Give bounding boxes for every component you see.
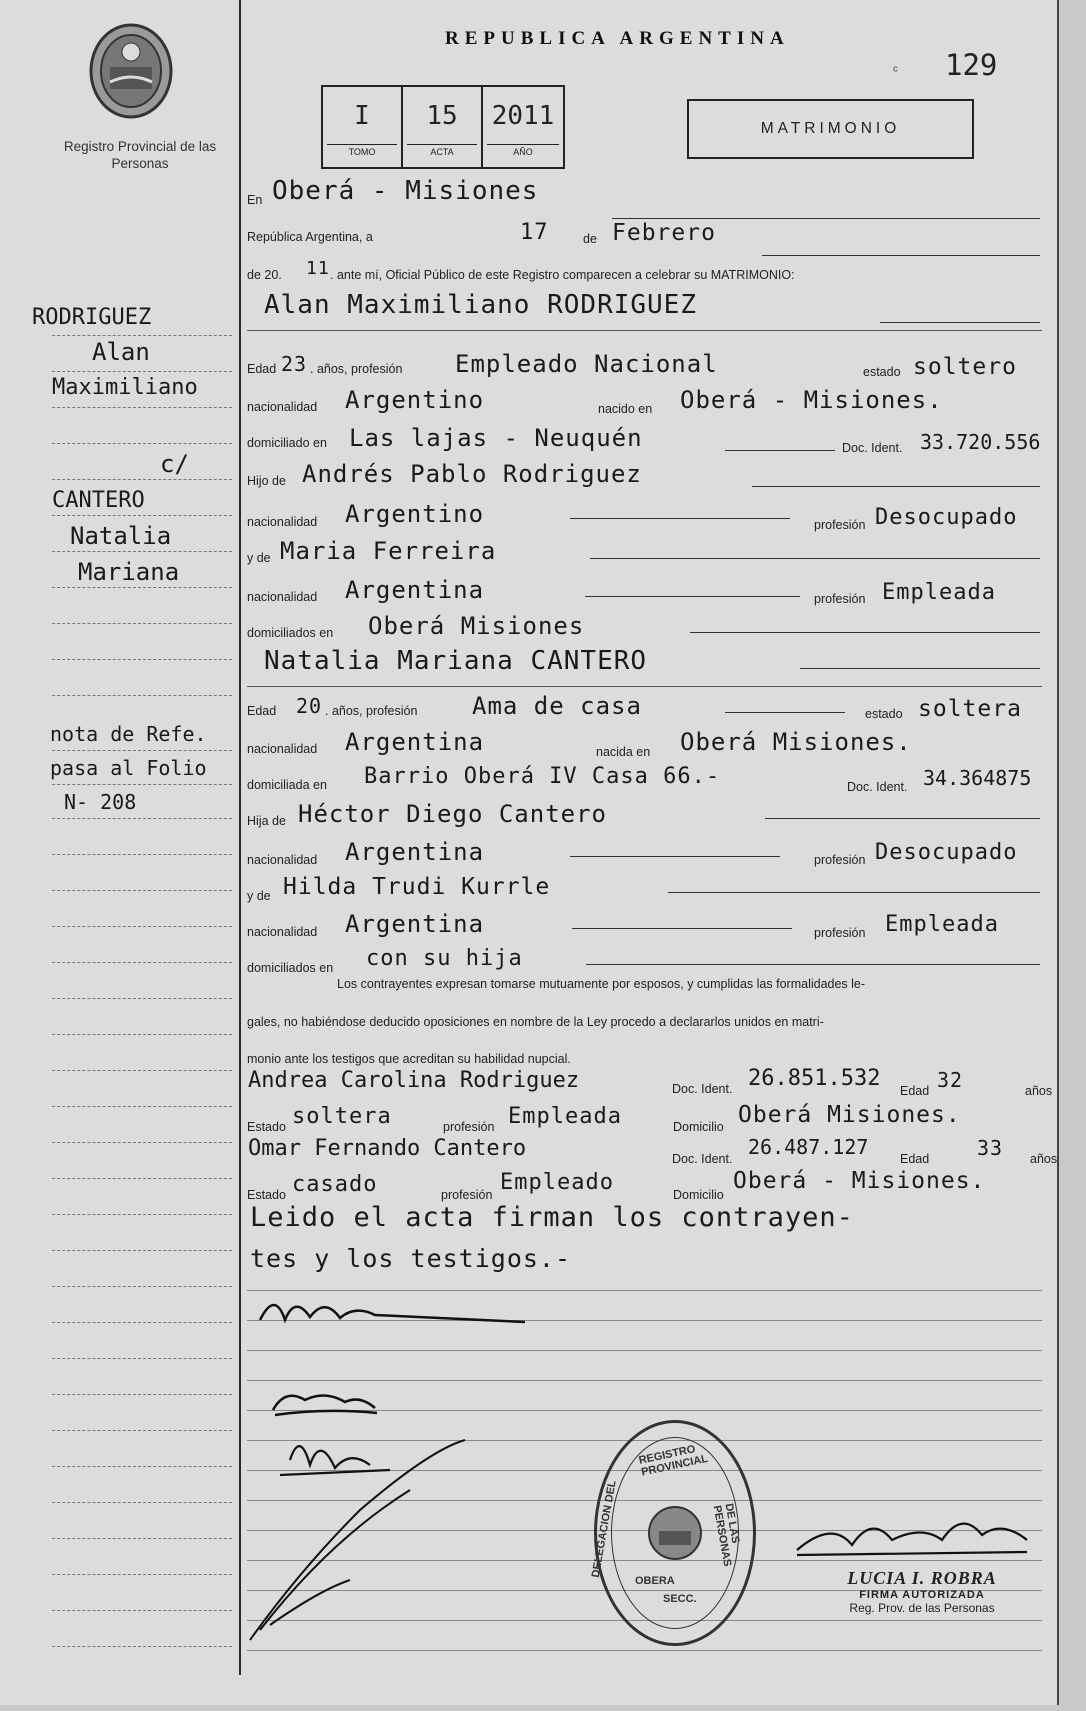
profesion-label-2: profesión bbox=[814, 592, 866, 606]
witness1-status: soltera bbox=[292, 1104, 392, 1129]
groom-mother-prof: Empleada bbox=[882, 580, 996, 605]
witness1-address: Oberá Misiones. bbox=[738, 1102, 961, 1128]
bride-nationality: Argentina bbox=[345, 728, 485, 756]
bride-father: Héctor Diego Cantero bbox=[298, 800, 607, 828]
witness2-address: Oberá - Misiones. bbox=[733, 1168, 986, 1194]
domiciliados-label: domiciliados en bbox=[247, 626, 334, 640]
doc-label-3: Doc. Ident. bbox=[672, 1082, 733, 1096]
bride-profession: Ama de casa bbox=[472, 692, 642, 720]
anios-profesion-label-2: . años, profesión bbox=[325, 704, 418, 718]
margin-bride-middle: Mariana bbox=[78, 558, 180, 586]
acta-value: 15 bbox=[426, 101, 458, 131]
month-value: Febrero bbox=[612, 220, 716, 246]
witness1-age: 32 bbox=[937, 1068, 964, 1092]
closing-line-1: Leido el acta firman los contrayen- bbox=[250, 1202, 854, 1233]
nacionalidad-label-6: nacionalidad bbox=[247, 925, 318, 939]
bride-name: Natalia Mariana CANTERO bbox=[264, 646, 648, 676]
domicilio-label-2: Domicilio bbox=[673, 1188, 724, 1202]
year-prefix: de 20. bbox=[247, 268, 282, 282]
anios-label: años bbox=[1025, 1084, 1053, 1098]
bride-birthplace: Oberá Misiones. bbox=[680, 728, 912, 756]
witness2-age: 33 bbox=[977, 1136, 1004, 1160]
authority-block bbox=[812, 1568, 1032, 1615]
nacionalidad-label-5: nacionalidad bbox=[247, 853, 318, 867]
estado-label-2: estado bbox=[865, 707, 903, 721]
stamp-section: SECC. bbox=[663, 1593, 697, 1605]
doc-label-4: Doc. Ident. bbox=[672, 1152, 733, 1166]
bride-mother-nat: Argentina bbox=[345, 910, 485, 938]
domiciliados-label-2: domiciliados en bbox=[247, 961, 334, 975]
province-emblem-icon bbox=[88, 22, 174, 120]
groom-signature bbox=[255, 1285, 535, 1335]
nacido-label: nacido en bbox=[598, 402, 653, 416]
groom-mother: Maria Ferreira bbox=[280, 537, 497, 565]
nacionalidad-label-3: nacionalidad bbox=[247, 590, 318, 604]
stamp-right-text: DE LAS PERSONAS bbox=[710, 1502, 742, 1568]
edad-label-4: Edad bbox=[900, 1152, 930, 1166]
domicilio-label: Domicilio bbox=[673, 1120, 724, 1134]
edad-label-2: Edad bbox=[247, 704, 277, 718]
edad-label: Edad bbox=[247, 362, 277, 376]
folio-number: 129 bbox=[945, 48, 998, 82]
day-value: 17 bbox=[520, 220, 549, 245]
registry-name: Registro Provincial de las Personas bbox=[63, 139, 217, 171]
tomo-cell bbox=[323, 87, 403, 167]
margin-conj: c/ bbox=[160, 450, 189, 478]
bride-father-prof: Desocupado bbox=[875, 840, 1018, 865]
estado-label: estado bbox=[863, 365, 901, 379]
year-suffix: 11 bbox=[306, 258, 330, 279]
bride-doc: 34.364875 bbox=[923, 766, 1032, 790]
anios-profesion-label: . años, profesión bbox=[310, 362, 403, 376]
nacionalidad-label: nacionalidad bbox=[247, 400, 318, 414]
witness2-name: Omar Fernando Cantero bbox=[248, 1136, 527, 1161]
record-number-box bbox=[321, 85, 565, 169]
profesion-label-6: profesión bbox=[441, 1188, 493, 1202]
profesion-label-3: profesión bbox=[814, 853, 866, 867]
groom-father: Andrés Pablo Rodriguez bbox=[302, 460, 642, 488]
official-signature bbox=[792, 1500, 1032, 1570]
paragraph-line-3: monio ante los testigos que acreditan su habilidad nupcial. bbox=[247, 1052, 571, 1066]
doc-label-2: Doc. Ident. bbox=[847, 780, 908, 794]
comparecen-text: . ante mí, Oficial Público de este Registro comparecen a celebrar su MATRIMONIO: bbox=[330, 268, 795, 282]
stamp-city: OBERA bbox=[635, 1575, 675, 1587]
groom-address: Las lajas - Neuquén bbox=[349, 424, 643, 452]
record-type: MATRIMONIO bbox=[687, 99, 974, 159]
profesion-label: profesión bbox=[814, 518, 866, 532]
groom-status: soltero bbox=[913, 354, 1017, 380]
acta-cell bbox=[403, 87, 483, 167]
edad-label-3: Edad bbox=[900, 1084, 930, 1098]
folio-mark: ᶜ bbox=[893, 62, 898, 78]
official-stamp bbox=[589, 1420, 756, 1646]
witness1-profession: Empleada bbox=[508, 1104, 622, 1129]
domiciliada-label: domiciliada en bbox=[247, 778, 327, 792]
profesion-label-4: profesión bbox=[814, 926, 866, 940]
page-edge bbox=[1057, 0, 1059, 1705]
margin-bride-surname: CANTERO bbox=[52, 488, 145, 513]
groom-mother-nat: Argentina bbox=[345, 576, 485, 604]
profesion-label-5: profesión bbox=[443, 1120, 495, 1134]
bride-status: soltera bbox=[918, 696, 1022, 722]
margin-groom-middle: Maximiliano bbox=[52, 375, 198, 400]
republica-label: República Argentina, a bbox=[247, 230, 373, 244]
bride-age: 20 bbox=[296, 694, 323, 718]
authority-name: LUCIA I. ROBRA bbox=[847, 1568, 997, 1588]
witness1-doc: 26.851.532 bbox=[748, 1066, 881, 1091]
margin-note-2: pasa al Folio bbox=[50, 756, 207, 780]
tomo-label: TOMO bbox=[327, 144, 397, 157]
margin-groom-first: Alan bbox=[92, 338, 150, 366]
yde-label: y de bbox=[247, 551, 271, 565]
groom-father-prof: Desocupado bbox=[875, 505, 1018, 530]
nacida-label: nacida en bbox=[596, 745, 651, 759]
groom-father-nat: Argentino bbox=[345, 500, 485, 528]
acta-label: ACTA bbox=[407, 144, 477, 157]
doc-label: Doc. Ident. bbox=[842, 441, 903, 455]
anio-label: AÑO bbox=[487, 144, 559, 157]
nacionalidad-label-2: nacionalidad bbox=[247, 515, 318, 529]
de-label: de bbox=[583, 232, 597, 246]
bride-father-nat: Argentina bbox=[345, 838, 485, 866]
groom-parents-address: Oberá Misiones bbox=[368, 612, 585, 640]
country-title: REPUBLICA ARGENTINA bbox=[445, 28, 790, 49]
margin-bride-first: Natalia bbox=[70, 522, 172, 550]
authority-role: FIRMA AUTORIZADA bbox=[859, 1589, 985, 1601]
bride-mother-prof: Empleada bbox=[885, 912, 999, 937]
groom-age: 23 bbox=[281, 352, 308, 376]
tomo-value: I bbox=[354, 101, 370, 131]
paragraph-line-1: Los contrayentes expresan tomarse mutuamente por esposos, y cumplidas las formalidades le- bbox=[337, 977, 866, 991]
anio-value: 2011 bbox=[491, 101, 555, 131]
witness2-status: casado bbox=[292, 1172, 378, 1197]
witness2-doc: 26.487.127 bbox=[748, 1135, 869, 1159]
yde-label-2: y de bbox=[247, 889, 271, 903]
en-label: En bbox=[247, 193, 263, 207]
groom-birthplace: Oberá - Misiones. bbox=[680, 386, 943, 414]
margin-groom-surname: RODRIGUEZ bbox=[32, 305, 152, 330]
place-value: Oberá - Misiones bbox=[272, 176, 539, 206]
bride-address: Barrio Oberá IV Casa 66.- bbox=[364, 764, 721, 789]
hija-label: Hija de bbox=[247, 814, 286, 828]
hijo-label: Hijo de bbox=[247, 474, 286, 488]
bride-mother: Hilda Trudi Kurrle bbox=[283, 874, 551, 900]
estado-label-3: Estado bbox=[247, 1120, 286, 1134]
groom-nationality: Argentino bbox=[345, 386, 485, 414]
witness1-name: Andrea Carolina Rodriguez bbox=[248, 1068, 580, 1093]
bride-parents-address: con su hija bbox=[366, 946, 523, 971]
estado-label-4: Estado bbox=[247, 1188, 286, 1202]
groom-name: Alan Maximiliano RODRIGUEZ bbox=[264, 290, 697, 320]
authority-org: Reg. Prov. de las Personas bbox=[849, 1601, 995, 1615]
anios-label-2: años bbox=[1030, 1152, 1058, 1166]
nacionalidad-label-4: nacionalidad bbox=[247, 742, 318, 756]
groom-doc: 33.720.556 bbox=[920, 430, 1041, 454]
anio-cell bbox=[483, 87, 563, 167]
domiciliado-label: domiciliado en bbox=[247, 436, 327, 450]
stamp-top-text: REGISTRO PROVINCIAL bbox=[637, 1443, 710, 1479]
margin-note-1: nota de Refe. bbox=[50, 722, 207, 746]
witness2-profession: Empleado bbox=[500, 1170, 614, 1195]
closing-line-2: tes y los testigos.- bbox=[250, 1244, 572, 1273]
margin-note-3: N- 208 bbox=[64, 790, 137, 814]
stamp-left-text: DELEGACION DEL bbox=[589, 1479, 619, 1579]
groom-profession: Empleado Nacional bbox=[455, 350, 718, 378]
stamp-emblem-icon bbox=[645, 1503, 705, 1563]
witness-signatures bbox=[240, 1420, 480, 1650]
paragraph-line-2: gales, no habiéndose deducido oposiciones en nombre de la Ley procedo a declararlos unidos en matri- bbox=[247, 1015, 824, 1029]
